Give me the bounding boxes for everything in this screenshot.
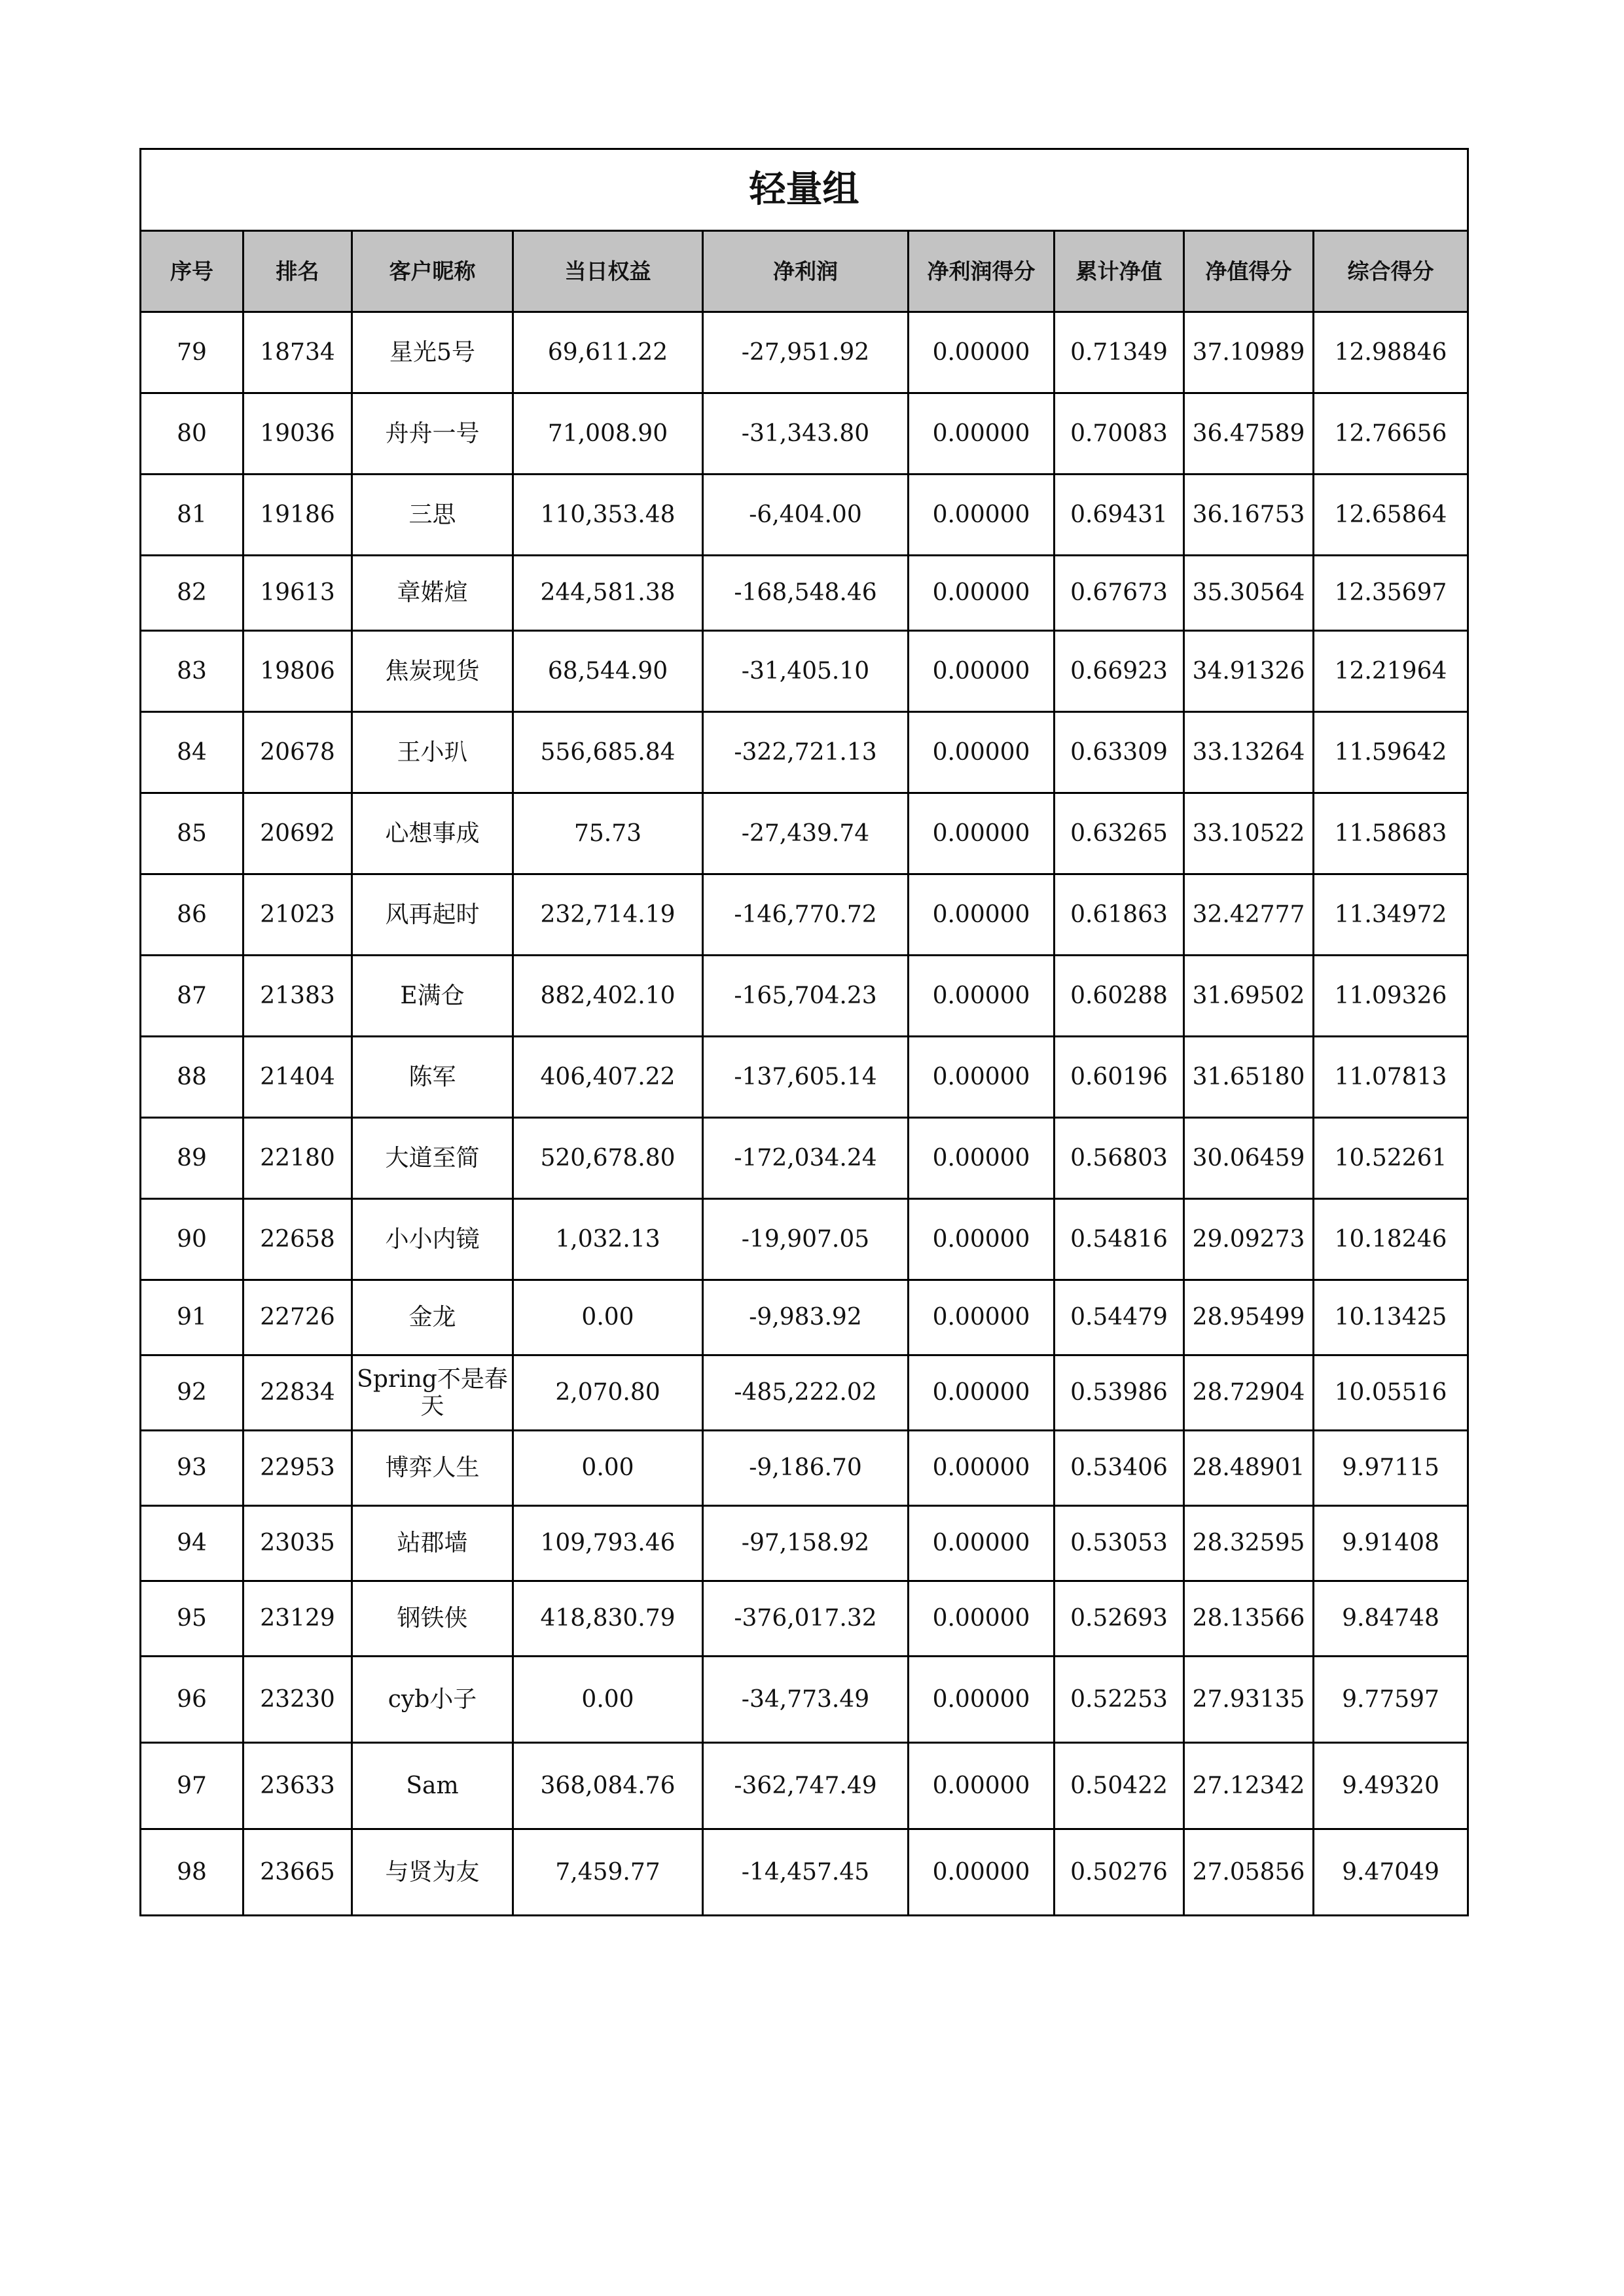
nav-score-cell: 31.65180 — [1184, 1037, 1314, 1118]
rank-cell: 23665 — [244, 1829, 352, 1916]
index-cell: 84 — [141, 712, 244, 793]
cumulative-nav-cell: 0.63309 — [1055, 712, 1184, 793]
table-row — [141, 1280, 1468, 1355]
rank-cell: 19036 — [244, 393, 352, 475]
header-profit-score: 净利润得分 — [909, 231, 1055, 312]
net-profit-cell: -9,186.70 — [703, 1431, 909, 1506]
total-score-cell: 11.07813 — [1314, 1037, 1468, 1118]
net-profit-cell: -97,158.92 — [703, 1506, 909, 1581]
nav-score-cell: 32.42777 — [1184, 874, 1314, 956]
profit-score-cell: 0.00000 — [909, 1506, 1055, 1581]
cumulative-nav-cell: 0.50276 — [1055, 1829, 1184, 1916]
nav-score-cell: 36.16753 — [1184, 475, 1314, 556]
profit-score-cell: 0.00000 — [909, 1118, 1055, 1199]
rank-cell: 22180 — [244, 1118, 352, 1199]
profit-score-cell: 0.00000 — [909, 1355, 1055, 1431]
header-cumulative-nav: 累计净值 — [1055, 231, 1184, 312]
header-net-profit: 净利润 — [703, 231, 909, 312]
total-score-cell: 10.52261 — [1314, 1118, 1468, 1199]
total-score-cell: 12.65864 — [1314, 475, 1468, 556]
table-row — [141, 556, 1468, 631]
nav-score-cell: 35.30564 — [1184, 556, 1314, 631]
index-cell: 87 — [141, 956, 244, 1037]
profit-score-cell: 0.00000 — [909, 556, 1055, 631]
cumulative-nav-cell: 0.53986 — [1055, 1355, 1184, 1431]
profit-score-cell: 0.00000 — [909, 1657, 1055, 1743]
rank-cell: 19806 — [244, 631, 352, 712]
header-index: 序号 — [141, 231, 244, 312]
index-cell: 93 — [141, 1431, 244, 1506]
index-cell: 88 — [141, 1037, 244, 1118]
net-profit-cell: -27,951.92 — [703, 312, 909, 393]
net-profit-cell: -362,747.49 — [703, 1743, 909, 1829]
net-profit-cell: -172,034.24 — [703, 1118, 909, 1199]
table-row — [141, 1657, 1468, 1743]
cumulative-nav-cell: 0.67673 — [1055, 556, 1184, 631]
equity-cell: 68,544.90 — [513, 631, 703, 712]
total-score-cell: 11.59642 — [1314, 712, 1468, 793]
rank-cell: 19186 — [244, 475, 352, 556]
header-rank: 排名 — [244, 231, 352, 312]
equity-cell: 110,353.48 — [513, 475, 703, 556]
cumulative-nav-cell: 0.50422 — [1055, 1743, 1184, 1829]
total-score-cell: 9.47049 — [1314, 1829, 1468, 1916]
nickname-cell: 王小玐 — [352, 712, 513, 793]
rank-cell: 19613 — [244, 556, 352, 631]
cumulative-nav-cell: 0.71349 — [1055, 312, 1184, 393]
header-total-score: 综合得分 — [1314, 231, 1468, 312]
total-score-cell: 9.84748 — [1314, 1581, 1468, 1657]
rank-cell: 21404 — [244, 1037, 352, 1118]
cumulative-nav-cell: 0.69431 — [1055, 475, 1184, 556]
table-row — [141, 1506, 1468, 1581]
profit-score-cell: 0.00000 — [909, 631, 1055, 712]
index-cell: 92 — [141, 1355, 244, 1431]
rank-cell: 23230 — [244, 1657, 352, 1743]
nav-score-cell: 30.06459 — [1184, 1118, 1314, 1199]
equity-cell: 1,032.13 — [513, 1199, 703, 1280]
total-score-cell: 12.98846 — [1314, 312, 1468, 393]
profit-score-cell: 0.00000 — [909, 1037, 1055, 1118]
net-profit-cell: -146,770.72 — [703, 874, 909, 956]
equity-cell: 0.00 — [513, 1431, 703, 1506]
net-profit-cell: -31,405.10 — [703, 631, 909, 712]
table-row — [141, 475, 1468, 556]
index-cell: 90 — [141, 1199, 244, 1280]
equity-cell: 71,008.90 — [513, 393, 703, 475]
table-row — [141, 1743, 1468, 1829]
cumulative-nav-cell: 0.70083 — [1055, 393, 1184, 475]
net-profit-cell: -137,605.14 — [703, 1037, 909, 1118]
nickname-cell: 舟舟一号 — [352, 393, 513, 475]
equity-cell: 556,685.84 — [513, 712, 703, 793]
total-score-cell: 9.97115 — [1314, 1431, 1468, 1506]
cumulative-nav-cell: 0.53406 — [1055, 1431, 1184, 1506]
table-row — [141, 956, 1468, 1037]
rank-cell: 21383 — [244, 956, 352, 1037]
profit-score-cell: 0.00000 — [909, 393, 1055, 475]
net-profit-cell: -322,721.13 — [703, 712, 909, 793]
nav-score-cell: 27.12342 — [1184, 1743, 1314, 1829]
nav-score-cell: 33.10522 — [1184, 793, 1314, 874]
net-profit-cell: -165,704.23 — [703, 956, 909, 1037]
total-score-cell: 9.49320 — [1314, 1743, 1468, 1829]
total-score-cell: 12.35697 — [1314, 556, 1468, 631]
profit-score-cell: 0.00000 — [909, 712, 1055, 793]
total-score-cell: 10.05516 — [1314, 1355, 1468, 1431]
equity-cell: 418,830.79 — [513, 1581, 703, 1657]
cumulative-nav-cell: 0.54479 — [1055, 1280, 1184, 1355]
equity-cell: 2,070.80 — [513, 1355, 703, 1431]
nav-score-cell: 28.72904 — [1184, 1355, 1314, 1431]
index-cell: 80 — [141, 393, 244, 475]
equity-cell: 232,714.19 — [513, 874, 703, 956]
nickname-cell: 焦炭现货 — [352, 631, 513, 712]
cumulative-nav-cell: 0.54816 — [1055, 1199, 1184, 1280]
index-cell: 95 — [141, 1581, 244, 1657]
index-cell: 97 — [141, 1743, 244, 1829]
net-profit-cell: -376,017.32 — [703, 1581, 909, 1657]
nickname-cell: E满仓 — [352, 956, 513, 1037]
nickname-cell: 大道至简 — [352, 1118, 513, 1199]
profit-score-cell: 0.00000 — [909, 1743, 1055, 1829]
rank-cell: 23035 — [244, 1506, 352, 1581]
table-row — [141, 1037, 1468, 1118]
equity-cell: 0.00 — [513, 1280, 703, 1355]
index-cell: 85 — [141, 793, 244, 874]
profit-score-cell: 0.00000 — [909, 1581, 1055, 1657]
nickname-cell: 星光5号 — [352, 312, 513, 393]
total-score-cell: 12.76656 — [1314, 393, 1468, 475]
nickname-cell: 与贤为友 — [352, 1829, 513, 1916]
table-row — [141, 1199, 1468, 1280]
profit-score-cell: 0.00000 — [909, 1829, 1055, 1916]
equity-cell: 75.73 — [513, 793, 703, 874]
net-profit-cell: -168,548.46 — [703, 556, 909, 631]
table-row — [141, 1118, 1468, 1199]
profit-score-cell: 0.00000 — [909, 475, 1055, 556]
equity-cell: 0.00 — [513, 1657, 703, 1743]
cumulative-nav-cell: 0.56803 — [1055, 1118, 1184, 1199]
nickname-cell: 三思 — [352, 475, 513, 556]
index-cell: 86 — [141, 874, 244, 956]
nav-score-cell: 27.93135 — [1184, 1657, 1314, 1743]
equity-cell: 520,678.80 — [513, 1118, 703, 1199]
total-score-cell: 10.18246 — [1314, 1199, 1468, 1280]
equity-cell: 882,402.10 — [513, 956, 703, 1037]
index-cell: 91 — [141, 1280, 244, 1355]
equity-cell: 368,084.76 — [513, 1743, 703, 1829]
net-profit-cell: -6,404.00 — [703, 475, 909, 556]
nickname-cell: 风再起时 — [352, 874, 513, 956]
index-cell: 81 — [141, 475, 244, 556]
profit-score-cell: 0.00000 — [909, 312, 1055, 393]
index-cell: 94 — [141, 1506, 244, 1581]
net-profit-cell: -9,983.92 — [703, 1280, 909, 1355]
equity-cell: 7,459.77 — [513, 1829, 703, 1916]
nickname-cell: 金龙 — [352, 1280, 513, 1355]
net-profit-cell: -14,457.45 — [703, 1829, 909, 1916]
nickname-cell: 心想事成 — [352, 793, 513, 874]
cumulative-nav-cell: 0.66923 — [1055, 631, 1184, 712]
profit-score-cell: 0.00000 — [909, 793, 1055, 874]
nav-score-cell: 37.10989 — [1184, 312, 1314, 393]
cumulative-nav-cell: 0.52693 — [1055, 1581, 1184, 1657]
header-row — [141, 231, 1468, 312]
index-cell: 83 — [141, 631, 244, 712]
table-row — [141, 1581, 1468, 1657]
table-row — [141, 712, 1468, 793]
profit-score-cell: 0.00000 — [909, 1431, 1055, 1506]
net-profit-cell: -485,222.02 — [703, 1355, 909, 1431]
index-cell: 89 — [141, 1118, 244, 1199]
equity-cell: 109,793.46 — [513, 1506, 703, 1581]
table-row — [141, 1355, 1468, 1431]
header-nav-score: 净值得分 — [1184, 231, 1314, 312]
header-equity: 当日权益 — [513, 231, 703, 312]
equity-cell: 244,581.38 — [513, 556, 703, 631]
table-row — [141, 874, 1468, 956]
nav-score-cell: 34.91326 — [1184, 631, 1314, 712]
nav-score-cell: 28.48901 — [1184, 1431, 1314, 1506]
nickname-cell: 陈军 — [352, 1037, 513, 1118]
nickname-cell: Sam — [352, 1743, 513, 1829]
table-row — [141, 312, 1468, 393]
table-row — [141, 793, 1468, 874]
profit-score-cell: 0.00000 — [909, 1199, 1055, 1280]
nav-score-cell: 36.47589 — [1184, 393, 1314, 475]
table-body — [141, 312, 1468, 1916]
equity-cell: 406,407.22 — [513, 1037, 703, 1118]
total-score-cell: 11.09326 — [1314, 956, 1468, 1037]
table-row — [141, 1431, 1468, 1506]
nav-score-cell: 28.32595 — [1184, 1506, 1314, 1581]
rank-cell: 20692 — [244, 793, 352, 874]
total-score-cell: 10.13425 — [1314, 1280, 1468, 1355]
nickname-cell: 章婼煊 — [352, 556, 513, 631]
index-cell: 79 — [141, 312, 244, 393]
nickname-cell: cyb小子 — [352, 1657, 513, 1743]
net-profit-cell: -31,343.80 — [703, 393, 909, 475]
nav-score-cell: 29.09273 — [1184, 1199, 1314, 1280]
profit-score-cell: 0.00000 — [909, 874, 1055, 956]
rank-cell: 22834 — [244, 1355, 352, 1431]
table-title: 轻量组 — [141, 149, 1468, 231]
total-score-cell: 11.34972 — [1314, 874, 1468, 956]
rank-cell: 22658 — [244, 1199, 352, 1280]
index-cell: 96 — [141, 1657, 244, 1743]
nav-score-cell: 33.13264 — [1184, 712, 1314, 793]
nav-score-cell: 27.05856 — [1184, 1829, 1314, 1916]
equity-cell: 69,611.22 — [513, 312, 703, 393]
rank-cell: 23129 — [244, 1581, 352, 1657]
cumulative-nav-cell: 0.52253 — [1055, 1657, 1184, 1743]
net-profit-cell: -19,907.05 — [703, 1199, 909, 1280]
total-score-cell: 12.21964 — [1314, 631, 1468, 712]
nav-score-cell: 28.95499 — [1184, 1280, 1314, 1355]
profit-score-cell: 0.00000 — [909, 956, 1055, 1037]
net-profit-cell: -27,439.74 — [703, 793, 909, 874]
rank-cell: 21023 — [244, 874, 352, 956]
cumulative-nav-cell: 0.60196 — [1055, 1037, 1184, 1118]
index-cell: 98 — [141, 1829, 244, 1916]
total-score-cell: 11.58683 — [1314, 793, 1468, 874]
table-row — [141, 393, 1468, 475]
nickname-cell: 博弈人生 — [352, 1431, 513, 1506]
cumulative-nav-cell: 0.63265 — [1055, 793, 1184, 874]
nickname-cell: 小小内镜 — [352, 1199, 513, 1280]
rank-cell: 18734 — [244, 312, 352, 393]
table-row — [141, 631, 1468, 712]
nickname-cell: 站郡墙 — [352, 1506, 513, 1581]
rank-cell: 22953 — [244, 1431, 352, 1506]
profit-score-cell: 0.00000 — [909, 1280, 1055, 1355]
rank-cell: 22726 — [244, 1280, 352, 1355]
nav-score-cell: 31.69502 — [1184, 956, 1314, 1037]
nav-score-cell: 28.13566 — [1184, 1581, 1314, 1657]
header-nickname: 客户昵称 — [352, 231, 513, 312]
table-row — [141, 1829, 1468, 1916]
net-profit-cell: -34,773.49 — [703, 1657, 909, 1743]
ranking-table — [139, 148, 1469, 1916]
rank-cell: 20678 — [244, 712, 352, 793]
nickname-cell: Spring不是春天 — [352, 1355, 513, 1431]
nickname-cell: 钢铁侠 — [352, 1581, 513, 1657]
rank-cell: 23633 — [244, 1743, 352, 1829]
cumulative-nav-cell: 0.61863 — [1055, 874, 1184, 956]
total-score-cell: 9.77597 — [1314, 1657, 1468, 1743]
cumulative-nav-cell: 0.60288 — [1055, 956, 1184, 1037]
index-cell: 82 — [141, 556, 244, 631]
cumulative-nav-cell: 0.53053 — [1055, 1506, 1184, 1581]
total-score-cell: 9.91408 — [1314, 1506, 1468, 1581]
